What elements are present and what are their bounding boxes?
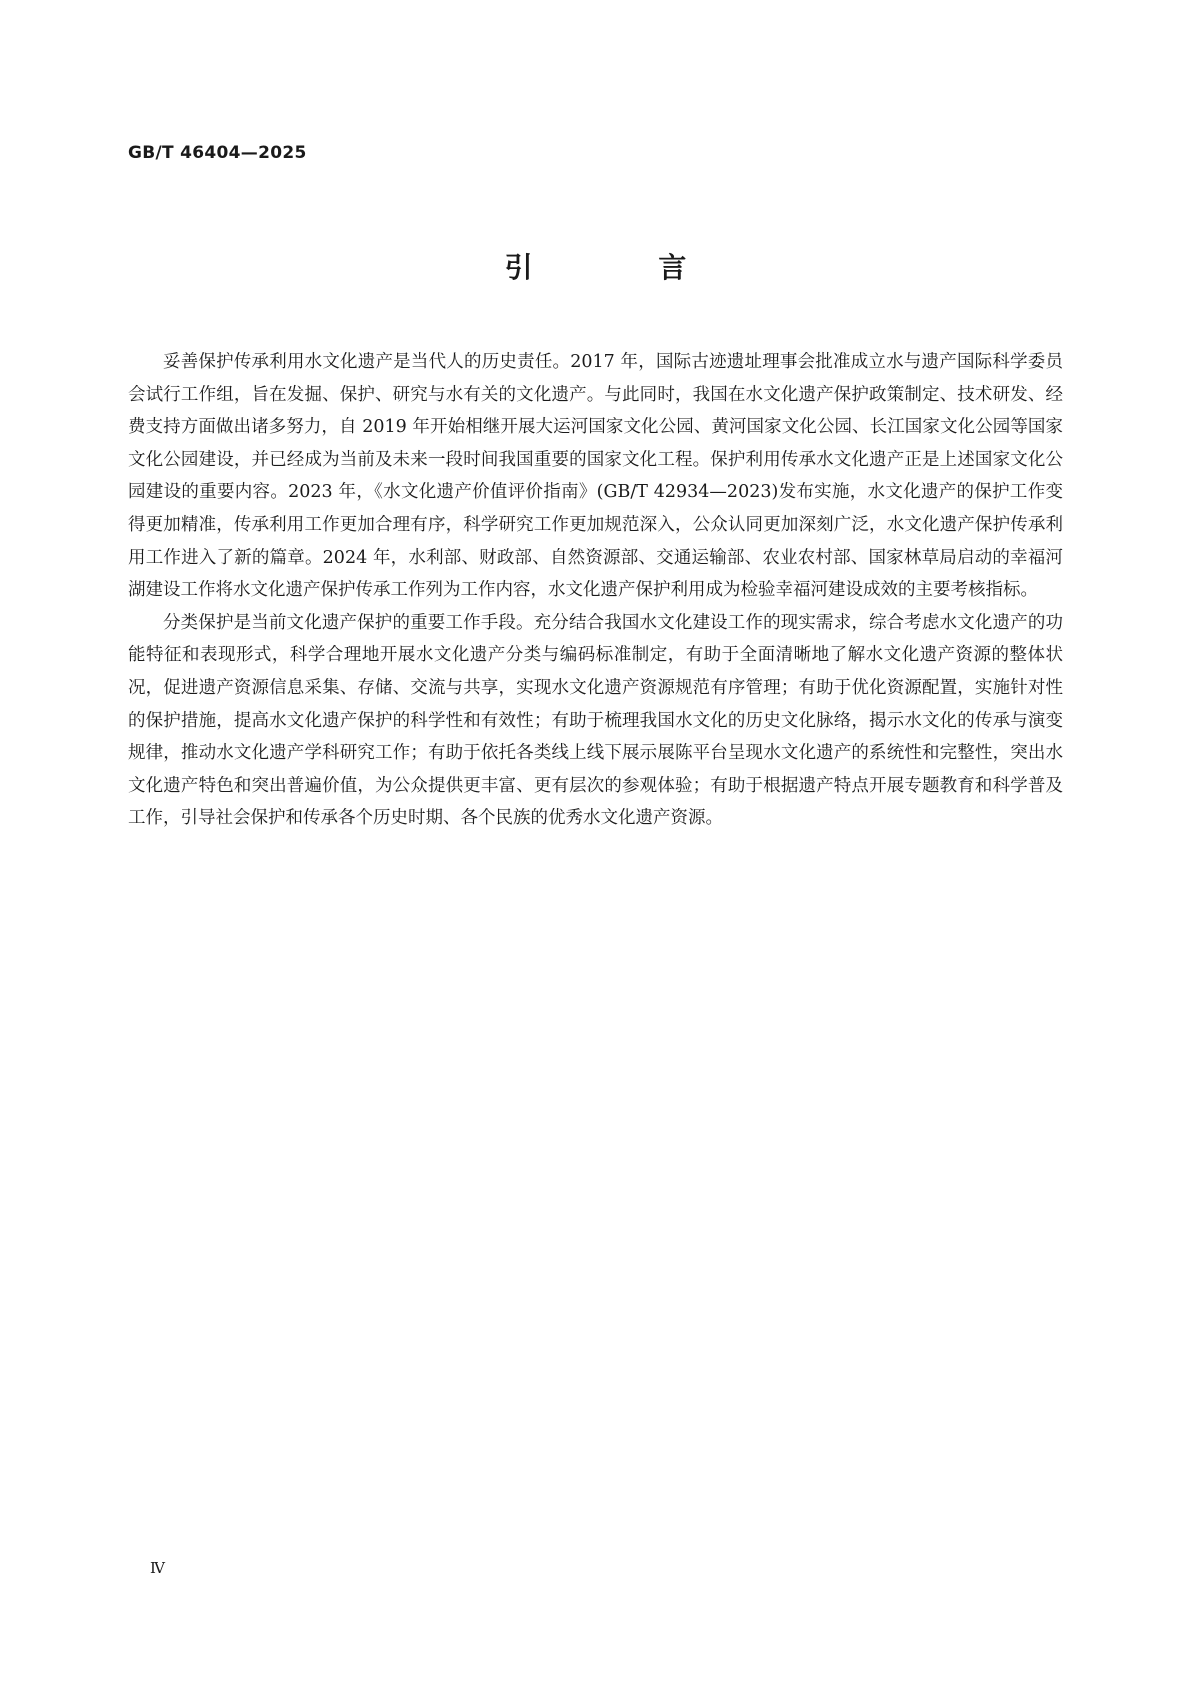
paragraph-1: 妥善保护传承利用水文化遗产是当代人的历史责任。2017 年，国际古迹遗址理事会批准成立水与遗产国际科学委员会试行工作组，旨在发掘、保护、研究与水有关的文化遗产。与此同时，我国在水文化遗产保护政策制定、技术研发、经费支持方面做出诸多努力，自 2019 年开始相继开展大运河国家文化公园、黄河国家文化公园、长江国家文化公园等国家文化公园建设，并已经成为当前及未来一段时间我国重要的国家文化工程。保护利用传承水文化遗产正是上述国家文化公园建设的重要内容。2023 年，《水文化遗产价值评价指南》(GB/T 42934—2023)发布实施，水文化遗产的保护工作变得更加精准，传承利用工作更加合理有序，科学研究工作更加规范深入，公众认同更加深刻广泛，水文化遗产保护传承利用工作进入了新的篇章。2024 年，水利部、财政部、自然资源部、交通运输部、农业农村部、国家林草局启动的幸福河湖建设工作将水文化遗产保护传承工作列为工作内容，水文化遗产保护利用成为检验幸福河建设成效的主要考核指标。 — [128, 352, 1063, 601]
document-body — [128, 346, 1063, 835]
page-title: 引 言 — [504, 251, 745, 284]
standard-number: GB/T 46404—2025 — [128, 143, 307, 163]
paragraph-2: 分类保护是当前文化遗产保护的重要工作手段。充分结合我国水文化建设工作的现实需求，综合考虑水文化遗产的功能特征和表现形式，科学合理地开展水文化遗产分类与编码标准制定，有助于全面清晰地了解水文化遗产资源的整体状况，促进遗产资源信息采集、存储、交流与共享，实现水文化遗产资源规范有序管理；有助于优化资源配置，实施针对性的保护措施，提高水文化遗产保护的科学性和有效性；有助于梳理我国水文化的历史文化脉络，揭示水文化的传承与演变规律，推动水文化遗产学科研究工作；有助于依托各类线上线下展示展陈平台呈现水文化遗产的系统性和完整性，突出水文化遗产特色和突出普遍价值，为公众提供更丰富、更有层次的参观体验；有助于根据遗产特点开展专题教育和科学普及工作，引导社会保护和传承各个历史时期、各个民族的优秀水文化遗产资源。 — [128, 612, 1063, 829]
page-number: Ⅳ — [150, 1559, 165, 1577]
